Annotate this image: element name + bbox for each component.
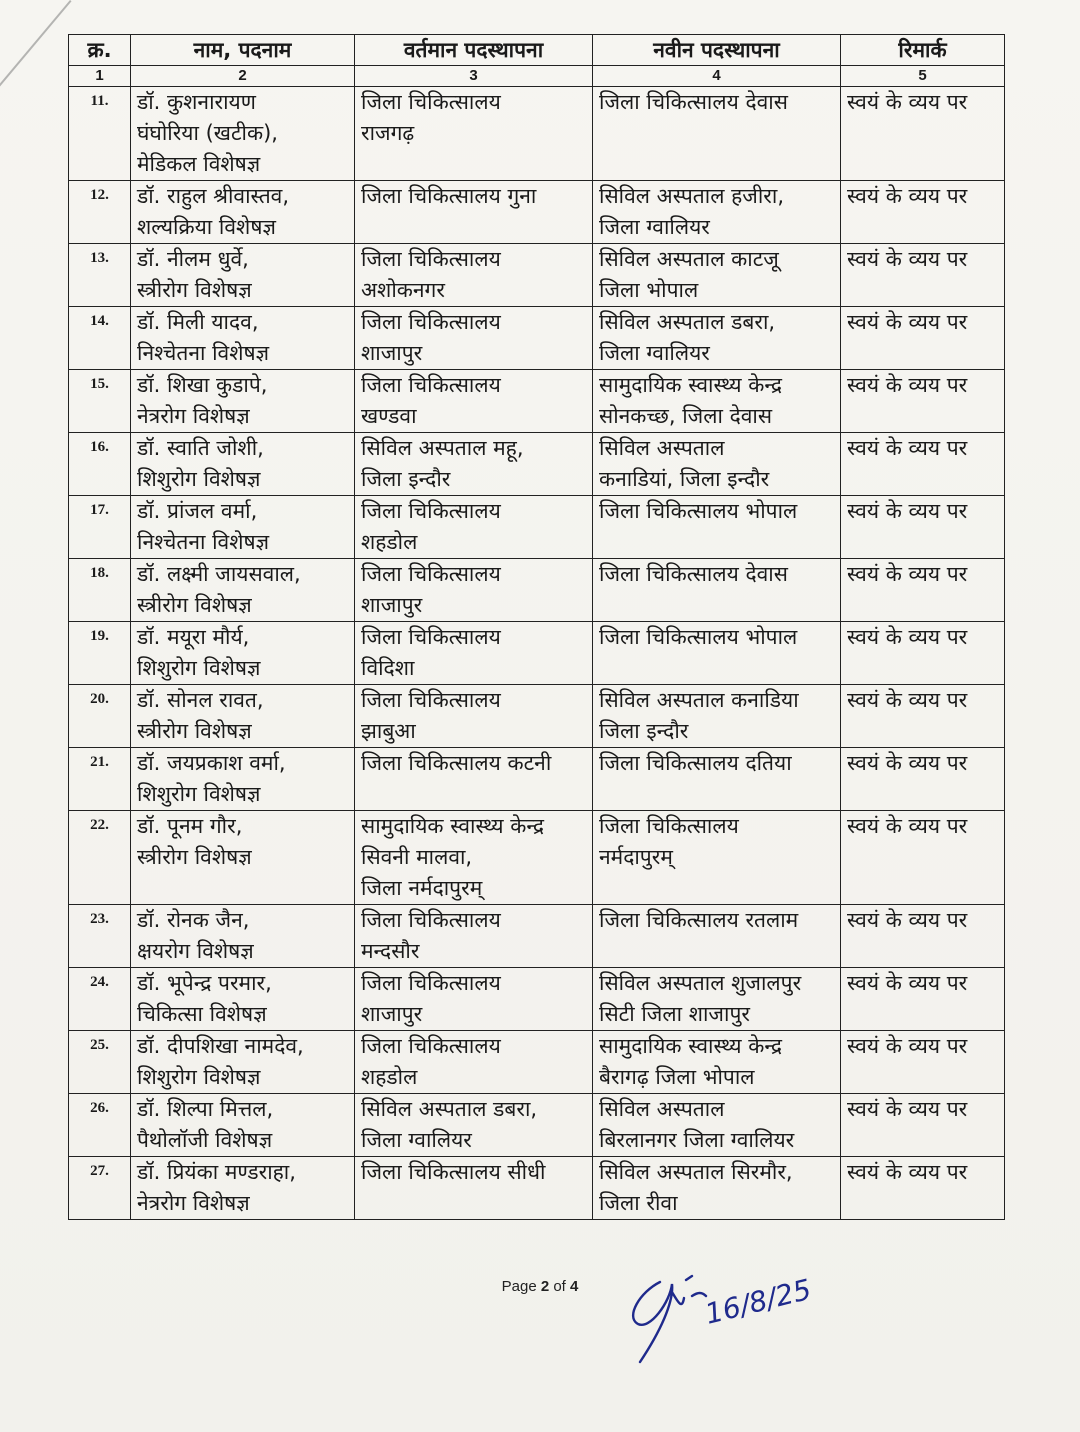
name-designation: डॉ. रोनक जैन, क्षयरोग विशेषज्ञ [131,905,355,968]
name-designation: डॉ. शिल्पा मित्तल, पैथोलॉजी विशेषज्ञ [131,1094,355,1157]
name-designation: डॉ. प्रांजल वर्मा, निश्चेतना विशेषज्ञ [131,496,355,559]
remark: स्वयं के व्यय पर [841,811,1005,905]
page-label: Page [501,1278,541,1295]
table-row [69,811,1005,905]
new-posting: सिविल अस्पताल सिरमौर, जिला रीवा [593,1157,841,1220]
name-designation: डॉ. नीलम धुर्वे, स्त्रीरोग विशेषज्ञ [131,244,355,307]
new-posting: सिविल अस्पताल डबरा, जिला ग्वालियर [593,307,841,370]
page-of-label: of [549,1278,571,1295]
remark: स्वयं के व्यय पर [841,87,1005,181]
serial-number: 25. [69,1031,131,1094]
column-number: 1 [69,66,131,87]
remark: स्वयं के व्यय पर [841,622,1005,685]
remark: स्वयं के व्यय पर [841,181,1005,244]
remark: स्वयं के व्यय पर [841,685,1005,748]
header-new-posting: नवीन पदस्थापना [593,35,841,66]
table-row [69,968,1005,1031]
current-posting: जिला चिकित्सालय मन्दसौर [355,905,593,968]
serial-number: 27. [69,1157,131,1220]
current-posting: जिला चिकित्सालय गुना [355,181,593,244]
table-row [69,559,1005,622]
new-posting: सामुदायिक स्वास्थ्य केन्द्र सोनकच्छ, जिला देवास [593,370,841,433]
serial-number: 15. [69,370,131,433]
current-posting: जिला चिकित्सालय कटनी [355,748,593,811]
current-posting: जिला चिकित्सालय खण्डवा [355,370,593,433]
remark: स्वयं के व्यय पर [841,1094,1005,1157]
table-header-row [69,35,1005,66]
current-posting: जिला चिकित्सालय झाबुआ [355,685,593,748]
new-posting: जिला चिकित्सालय दतिया [593,748,841,811]
page-current: 2 [540,1278,550,1295]
new-posting: सिविल अस्पताल कनाडियां, जिला इन्दौर [593,433,841,496]
header-remark: रिमार्क [841,35,1005,66]
serial-number: 20. [69,685,131,748]
current-posting: जिला चिकित्सालय अशोकनगर [355,244,593,307]
remark: स्वयं के व्यय पर [841,1157,1005,1220]
new-posting: जिला चिकित्सालय भोपाल [593,496,841,559]
serial-number: 13. [69,244,131,307]
name-designation: डॉ. लक्ष्मी जायसवाल, स्त्रीरोग विशेषज्ञ [131,559,355,622]
table-row [69,685,1005,748]
remark: स्वयं के व्यय पर [841,433,1005,496]
current-posting: जिला चिकित्सालय राजगढ़ [355,87,593,181]
page-fold-line [0,0,72,109]
remark: स्वयं के व्यय पर [841,496,1005,559]
name-designation: डॉ. मिली यादव, निश्चेतना विशेषज्ञ [131,307,355,370]
serial-number: 12. [69,181,131,244]
serial-number: 18. [69,559,131,622]
serial-number: 17. [69,496,131,559]
name-designation: डॉ. कुशनारायण घंघोरिया (खटीक), मेडिकल विशेषज्ञ [131,87,355,181]
table-row [69,307,1005,370]
new-posting: सिविल अस्पताल काटजू जिला भोपाल [593,244,841,307]
remark: स्वयं के व्यय पर [841,968,1005,1031]
table-row [69,1031,1005,1094]
new-posting: सामुदायिक स्वास्थ्य केन्द्र बैरागढ़ जिला भोपाल [593,1031,841,1094]
serial-number: 19. [69,622,131,685]
name-designation: डॉ. भूपेन्द्र परमार, चिकित्सा विशेषज्ञ [131,968,355,1031]
current-posting: सिविल अस्पताल डबरा, जिला ग्वालियर [355,1094,593,1157]
new-posting: जिला चिकित्सालय नर्मदापुरम् [593,811,841,905]
serial-number: 24. [69,968,131,1031]
column-number-row [69,66,1005,87]
current-posting: जिला चिकित्सालय सीधी [355,1157,593,1220]
handwritten-signature [620,1262,820,1372]
current-posting: जिला चिकित्सालय शाजापुर [355,968,593,1031]
new-posting: जिला चिकित्सालय रतलाम [593,905,841,968]
serial-number: 14. [69,307,131,370]
remark: स्वयं के व्यय पर [841,1031,1005,1094]
table-row [69,622,1005,685]
remark: स्वयं के व्यय पर [841,559,1005,622]
remark: स्वयं के व्यय पर [841,370,1005,433]
remark: स्वयं के व्यय पर [841,905,1005,968]
column-number: 3 [355,66,593,87]
table-row [69,433,1005,496]
header-name-designation: नाम, पदनाम [131,35,355,66]
header-current-posting: वर्तमान पदस्थापना [355,35,593,66]
name-designation: डॉ. राहुल श्रीवास्तव, शल्यक्रिया विशेषज्ञ [131,181,355,244]
table-row [69,748,1005,811]
current-posting: जिला चिकित्सालय शहडोल [355,496,593,559]
serial-number: 26. [69,1094,131,1157]
name-designation: डॉ. स्वाति जोशी, शिशुरोग विशेषज्ञ [131,433,355,496]
signature-date [702,1273,815,1331]
column-number: 4 [593,66,841,87]
new-posting: जिला चिकित्सालय देवास [593,559,841,622]
new-posting: सिविल अस्पताल हजीरा, जिला ग्वालियर [593,181,841,244]
transfer-list-table [68,34,1005,1220]
table-row [69,181,1005,244]
serial-number: 21. [69,748,131,811]
current-posting: सामुदायिक स्वास्थ्य केन्द्र सिवनी मालवा, जिला नर्मदापुरम् [355,811,593,905]
name-designation: डॉ. सोनल रावत, स्त्रीरोग विशेषज्ञ [131,685,355,748]
current-posting: जिला चिकित्सालय शाजापुर [355,559,593,622]
name-designation: डॉ. मयूरा मौर्य, शिशुरोग विशेषज्ञ [131,622,355,685]
table-row [69,496,1005,559]
serial-number: 11. [69,87,131,181]
new-posting: जिला चिकित्सालय देवास [593,87,841,181]
column-number: 2 [131,66,355,87]
page-number [0,1278,1080,1295]
remark: स्वयं के व्यय पर [841,748,1005,811]
remark: स्वयं के व्यय पर [841,244,1005,307]
new-posting: सिविल अस्पताल बिरलानगर जिला ग्वालियर [593,1094,841,1157]
name-designation: डॉ. शिखा कुडापे, नेत्ररोग विशेषज्ञ [131,370,355,433]
name-designation: डॉ. जयप्रकाश वर्मा, शिशुरोग विशेषज्ञ [131,748,355,811]
svg-text:16/8/25: 16/8/25 [701,1272,815,1331]
table-row [69,370,1005,433]
new-posting: सिविल अस्पताल शुजालपुर सिटी जिला शाजापुर [593,968,841,1031]
page-total: 4 [570,1278,579,1295]
current-posting: सिविल अस्पताल महू, जिला इन्दौर [355,433,593,496]
serial-number: 16. [69,433,131,496]
name-designation: डॉ. प्रियंका मण्डराहा, नेत्ररोग विशेषज्ञ [131,1157,355,1220]
table-row [69,87,1005,181]
remark: स्वयं के व्यय पर [841,307,1005,370]
serial-number: 23. [69,905,131,968]
current-posting: जिला चिकित्सालय विदिशा [355,622,593,685]
name-designation: डॉ. पूनम गौर, स्त्रीरोग विशेषज्ञ [131,811,355,905]
current-posting: जिला चिकित्सालय शाजापुर [355,307,593,370]
column-number: 5 [841,66,1005,87]
table-row [69,1157,1005,1220]
table-row [69,244,1005,307]
new-posting: जिला चिकित्सालय भोपाल [593,622,841,685]
table-row [69,1094,1005,1157]
current-posting: जिला चिकित्सालय शहडोल [355,1031,593,1094]
header-serial: क्र. [69,35,131,66]
new-posting: सिविल अस्पताल कनाडिया जिला इन्दौर [593,685,841,748]
table-row [69,905,1005,968]
name-designation: डॉ. दीपशिखा नामदेव, शिशुरोग विशेषज्ञ [131,1031,355,1094]
serial-number: 22. [69,811,131,905]
